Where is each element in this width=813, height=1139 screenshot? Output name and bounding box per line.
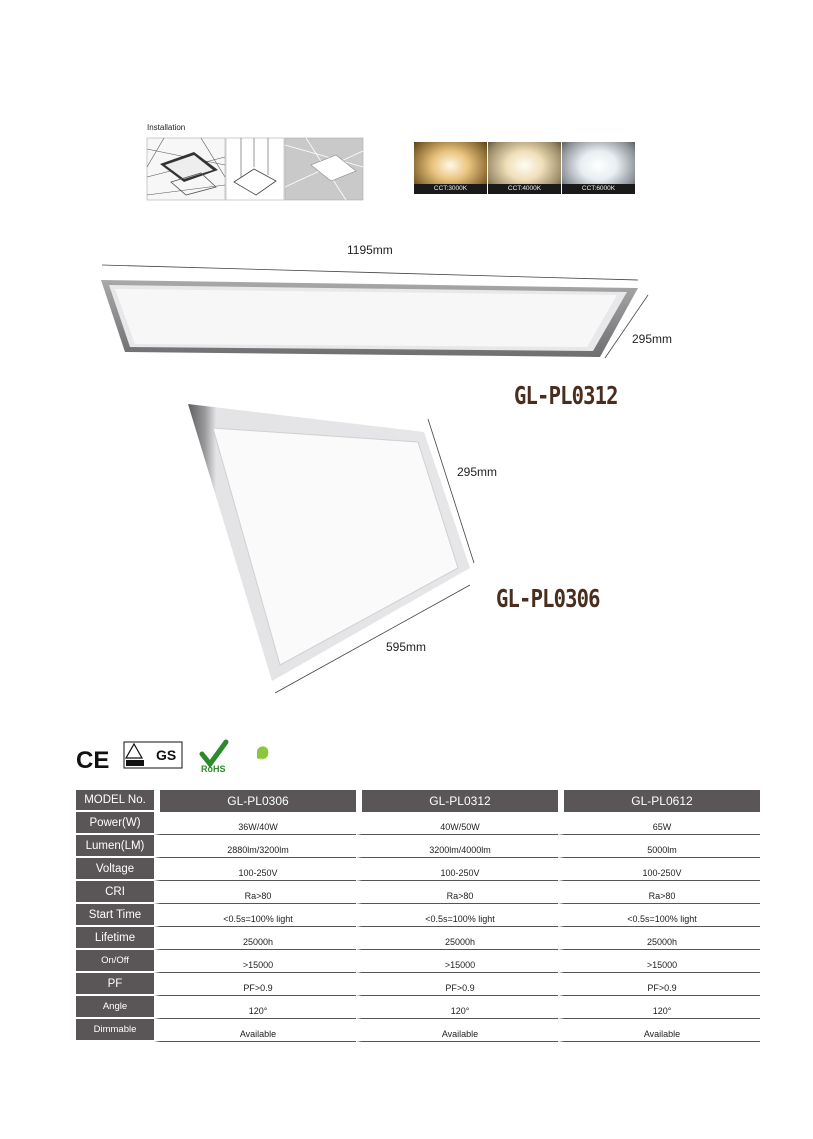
row-label: Start Time: [76, 904, 154, 927]
spec-cell: 2880lm/3200lm: [154, 835, 356, 858]
spec-cell: 25000h: [558, 927, 760, 950]
spec-cell: >15000: [154, 950, 356, 973]
gs-mark-icon: [124, 742, 182, 768]
row-label: Voltage: [76, 858, 154, 881]
rohs-mark-icon: [201, 742, 226, 774]
short-width-label: 295mm: [457, 465, 498, 479]
spec-cell: Available: [558, 1019, 760, 1042]
short-length-label: 595mm: [386, 640, 427, 654]
spec-cell: Available: [356, 1019, 558, 1042]
spec-cell: 100-250V: [558, 858, 760, 881]
spec-cell: 25000h: [356, 927, 558, 950]
model-no-header: MODEL No.: [76, 790, 154, 812]
cct-3000k-label: CCT:3000K: [414, 184, 487, 194]
spec-cell: Ra>80: [558, 881, 760, 904]
row-label: Lifetime: [76, 927, 154, 950]
column-header: GL-PL0312: [356, 790, 558, 812]
row-label: CRI: [76, 881, 154, 904]
cct-3000k-swatch: [414, 142, 487, 194]
long-panel-drawing: [95, 255, 655, 370]
spec-cell: Ra>80: [356, 881, 558, 904]
svg-text:RoHS: RoHS: [201, 764, 226, 774]
row-label: PF: [76, 973, 154, 996]
ce-mark-icon: [76, 747, 109, 774]
row-label: Dimmable: [76, 1019, 154, 1042]
spec-row: [76, 881, 760, 904]
column-header: GL-PL0612: [558, 790, 760, 812]
spec-cell: 25000h: [154, 927, 356, 950]
spec-cell: Available: [154, 1019, 356, 1042]
spec-cell: 36W/40W: [154, 812, 356, 835]
svg-text:CE: CE: [76, 747, 110, 774]
co2-mark-icon: [254, 746, 268, 765]
spec-row: [76, 973, 760, 996]
spec-cell: PF>0.9: [356, 973, 558, 996]
cct-6000k-label: CCT:6000K: [562, 184, 635, 194]
spec-cell: <0.5s=100% light: [154, 904, 356, 927]
long-width-label: 295mm: [632, 332, 673, 346]
install-suspended-icon: [226, 138, 284, 200]
column-header: GL-PL0306: [154, 790, 356, 812]
spec-cell: 3200lm/4000lm: [356, 835, 558, 858]
spec-cell: <0.5s=100% light: [558, 904, 760, 927]
spec-cell: >15000: [356, 950, 558, 973]
spec-cell: 100-250V: [356, 858, 558, 881]
spec-row: [76, 835, 760, 858]
cct-4000k-label: CCT:4000K: [488, 184, 561, 194]
long-length-dimension-line: [102, 265, 638, 280]
install-recessed-icon: [147, 138, 225, 200]
spec-cell: 40W/50W: [356, 812, 558, 835]
spec-cell: Ra>80: [154, 881, 356, 904]
spec-row: [76, 904, 760, 927]
spec-row: [76, 927, 760, 950]
row-label: On/Off: [76, 950, 154, 973]
spec-cell: <0.5s=100% light: [356, 904, 558, 927]
spec-row: [76, 996, 760, 1019]
spec-cell: PF>0.9: [154, 973, 356, 996]
spec-cell: >15000: [558, 950, 760, 973]
short-panel-drawing: [180, 395, 480, 700]
spec-row: [76, 950, 760, 973]
spec-cell: 100-250V: [154, 858, 356, 881]
cct-6000k-swatch: [562, 142, 635, 194]
spec-row: [76, 1019, 760, 1042]
spec-cell: 120°: [154, 996, 356, 1019]
spec-row: [76, 812, 760, 835]
spec-cell: PF>0.9: [558, 973, 760, 996]
row-label: Angle: [76, 996, 154, 1019]
long-length-label: 1195mm: [347, 243, 393, 257]
spec-cell: 120°: [356, 996, 558, 1019]
model-label-long: GL-PL0312: [514, 381, 618, 410]
spec-cell: 120°: [558, 996, 760, 1019]
row-label: Lumen(LM): [76, 835, 154, 858]
spec-row: [76, 858, 760, 881]
svg-text:CO2: CO2: [254, 759, 267, 765]
cct-swatch-strip: [414, 142, 634, 194]
spec-cell: 5000lm: [558, 835, 760, 858]
cct-4000k-swatch: [488, 142, 561, 194]
installation-label: Installation: [147, 123, 186, 132]
installation-diagram: [146, 137, 364, 201]
row-label: Power(W): [76, 812, 154, 835]
spec-cell: 65W: [558, 812, 760, 835]
svg-text:GS: GS: [156, 747, 177, 763]
spec-table: [76, 790, 760, 1042]
install-surface-icon: [285, 138, 363, 200]
certification-logos: [76, 738, 276, 774]
model-label-short: GL-PL0306: [496, 584, 600, 613]
